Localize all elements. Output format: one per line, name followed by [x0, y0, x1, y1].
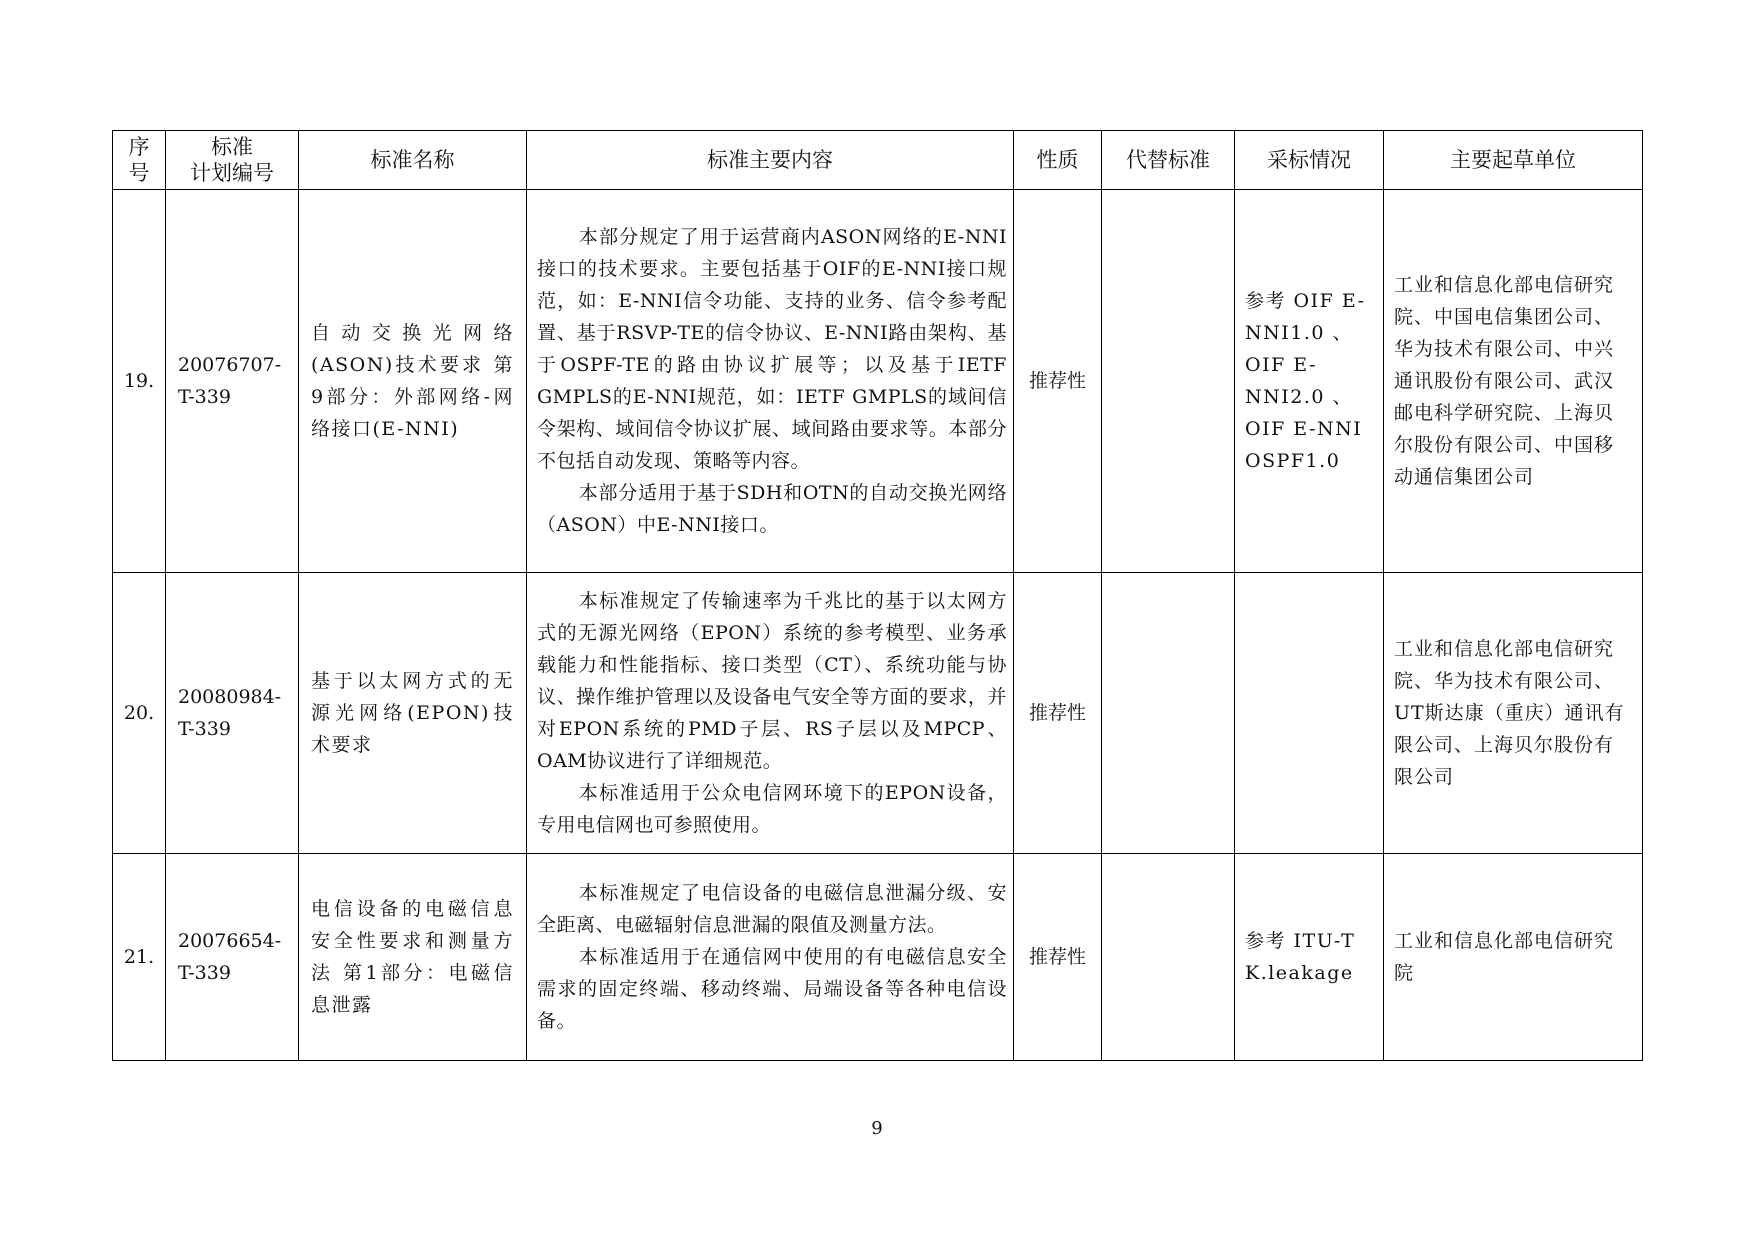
nature-text: 推荐性 [1028, 946, 1086, 968]
content-paragraph: 本标准规定了传输速率为千兆比的基于以太网方式的无源光网络（EPON）系统的参考模型、业务承载能力和性能指标、接口类型（CT）、系统功能与协议、操作维护管理以及设备电气安全等方面的要求，并对EPON系统的PMD子层、RS子层以及MPCP、OAM协议进行了详细规范。 [537, 590, 1007, 772]
content-cell [527, 854, 1014, 1061]
seq-text: 19. [123, 370, 155, 392]
replaces-cell [1102, 190, 1235, 573]
standards-table [112, 130, 1643, 1061]
adoption-text: 参考 ITU-T K.leakage [1245, 930, 1356, 984]
header-row [113, 131, 1643, 190]
drafters-text: 工业和信息化部电信研究院、中国电信集团公司、华为技术有限公司、中兴通讯股份有限公司、武汉邮电科学研究院、上海贝尔股份有限公司、中国移动通信集团公司 [1394, 274, 1615, 488]
header-code-line: 标准 [211, 135, 253, 159]
code-cell [166, 573, 299, 854]
code-cell [166, 854, 299, 1061]
content-paragraph: 本部分适用于基于SDH和OTN的自动交换光网络（ASON）中E-NNI接口。 [537, 482, 1007, 536]
drafters-cell [1384, 190, 1643, 573]
replaces-cell [1102, 854, 1235, 1061]
replaces-text [1102, 377, 1234, 385]
header-adoption: 采标情况 [1235, 131, 1384, 190]
drafters-cell [1384, 854, 1643, 1061]
header-seq-line: 号 [128, 161, 150, 185]
seq-cell [113, 854, 166, 1061]
nature-cell [1014, 573, 1102, 854]
adoption-cell [1235, 573, 1384, 854]
code-cell [166, 190, 299, 573]
replaces-cell [1102, 573, 1235, 854]
adoption-text: 参考 OIF E-NNI1.0 、OIF E-NNI2.0 、OIF E-NNI OSPF1.0 [1245, 290, 1366, 472]
drafters-text: 工业和信息化部电信研究院 [1394, 930, 1615, 984]
nature-cell [1014, 190, 1102, 573]
code-text: 20076707-T-339 [178, 354, 282, 408]
content-cell [527, 573, 1014, 854]
table-row [113, 190, 1643, 573]
replaces-text [1102, 709, 1234, 717]
page-number: 9 [871, 1118, 883, 1139]
nature-text: 推荐性 [1028, 702, 1086, 724]
name-cell [299, 573, 527, 854]
header-drafters: 主要起草单位 [1384, 131, 1643, 190]
header-seq-line: 序 [128, 135, 150, 159]
seq-cell [113, 573, 166, 854]
name-text: 自动交换光网络(ASON)技术要求 第9部分：外部网络-网络接口(E-NNI) [311, 322, 514, 440]
name-cell [299, 854, 527, 1061]
table-row [113, 854, 1643, 1061]
header-code [166, 131, 299, 190]
nature-cell [1014, 854, 1102, 1061]
header-nature: 性质 [1014, 131, 1102, 190]
header-name: 标准名称 [299, 131, 527, 190]
table-row [113, 573, 1643, 854]
header-replaces: 代替标准 [1102, 131, 1235, 190]
adoption-cell [1235, 190, 1384, 573]
seq-cell [113, 190, 166, 573]
content-cell [527, 190, 1014, 573]
seq-text: 20. [123, 702, 155, 724]
drafters-cell [1384, 573, 1643, 854]
content-paragraph: 本部分规定了用于运营商内ASON网络的E-NNI接口的技术要求。主要包括基于OIF的E-NNI接口规范，如：E-NNI信令功能、支持的业务、信令参考配置、基于RSVP-TE的信令协议、E-NNI路由架构、基于OSPF-TE的路由协议扩展等；以及基于IETF GMPLS的E-NNI规范，如：IETF GMPLS的域间信令架构、域间信令协议扩展、域间路由要求等。本部分不包括自动发现、策略等内容。 [537, 226, 1007, 472]
name-cell [299, 190, 527, 573]
name-text: 基于以太网方式的无源光网络(EPON)技术要求 [311, 670, 514, 756]
header-content: 标准主要内容 [527, 131, 1014, 190]
content-paragraph: 本标准适用于公众电信网环境下的EPON设备，专用电信网也可参照使用。 [537, 782, 1007, 836]
content-paragraph: 本标准规定了电信设备的电磁信息泄漏分级、安全距离、电磁辐射信息泄漏的限值及测量方法。 [537, 882, 1007, 936]
code-text: 20080984-T-339 [178, 686, 282, 740]
name-text: 电信设备的电磁信息安全性要求和测量方法 第1部分：电磁信息泄露 [311, 898, 514, 1016]
replaces-text [1102, 953, 1234, 961]
content-paragraph: 本标准适用于在通信网中使用的有电磁信息安全需求的固定终端、移动终端、局端设备等各种电信设备。 [537, 946, 1007, 1032]
drafters-text: 工业和信息化部电信研究院、华为技术有限公司、UT斯达康（重庆）通讯有限公司、上海贝尔股份有限公司 [1394, 638, 1625, 788]
seq-text: 21. [123, 946, 155, 968]
header-code-line: 计划编号 [190, 161, 274, 185]
code-text: 20076654-T-339 [178, 930, 282, 984]
header-seq [113, 131, 166, 190]
adoption-cell [1235, 854, 1384, 1061]
nature-text: 推荐性 [1028, 370, 1086, 392]
